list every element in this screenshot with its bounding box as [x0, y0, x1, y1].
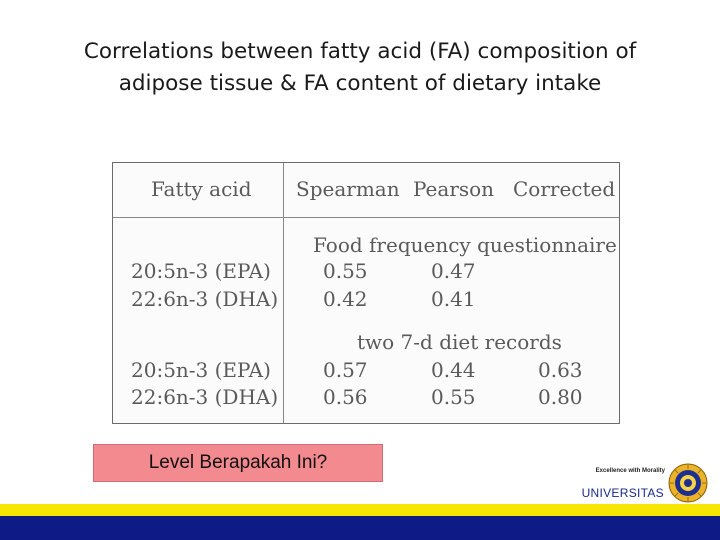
- table-divider-vertical: [283, 163, 284, 423]
- footer-stripe-blue: [0, 516, 720, 540]
- table-row-cell: 0.56: [323, 385, 368, 409]
- slide-title: [0, 36, 720, 100]
- header-fatty-acid: Fatty acid: [151, 177, 252, 201]
- level-question-box: [93, 444, 383, 482]
- table-row-cell: 0.55: [431, 385, 476, 409]
- correlation-table: [112, 162, 620, 424]
- header-pearson: Pearson: [413, 177, 495, 201]
- university-seal-icon: [668, 463, 708, 503]
- table-row-cell: 22:6n-3 (DHA): [131, 287, 279, 311]
- group-label-diet-records: two 7-d diet records: [357, 330, 562, 354]
- group-label-ffq: Food frequency questionnaire: [313, 233, 617, 257]
- table-row-cell: 20:5n-3 (EPA): [131, 358, 271, 382]
- table-row-cell: 0.63: [538, 358, 583, 382]
- header-corrected: Corrected: [513, 177, 616, 201]
- table-row-cell: 0.41: [431, 287, 476, 311]
- table-row-cell: 0.42: [323, 287, 368, 311]
- table-row-cell: 0.44: [431, 358, 476, 382]
- table-row-cell: 22:6n-3 (DHA): [131, 385, 279, 409]
- footer-stripe-yellow: [0, 504, 720, 516]
- university-name-line1: UNIVERSITAS: [581, 486, 664, 500]
- table-row-cell: 0.55: [323, 259, 368, 283]
- table-divider-horizontal: [113, 217, 619, 218]
- slide-title-line2: adipose tissue & FA content of dietary intake: [118, 71, 602, 96]
- level-question-text: Level Berapakah Ini?: [148, 452, 328, 473]
- table-row-cell: 0.57: [323, 358, 368, 382]
- university-motto: Excellence with Morality: [595, 468, 665, 474]
- table-row-cell: 20:5n-3 (EPA): [131, 259, 271, 283]
- header-spearman: Spearman: [296, 177, 400, 201]
- table-row-cell: 0.47: [431, 259, 476, 283]
- slide-title-line1: Correlations between fatty acid (FA) composition of: [83, 39, 637, 64]
- table-row-cell: 0.80: [538, 385, 583, 409]
